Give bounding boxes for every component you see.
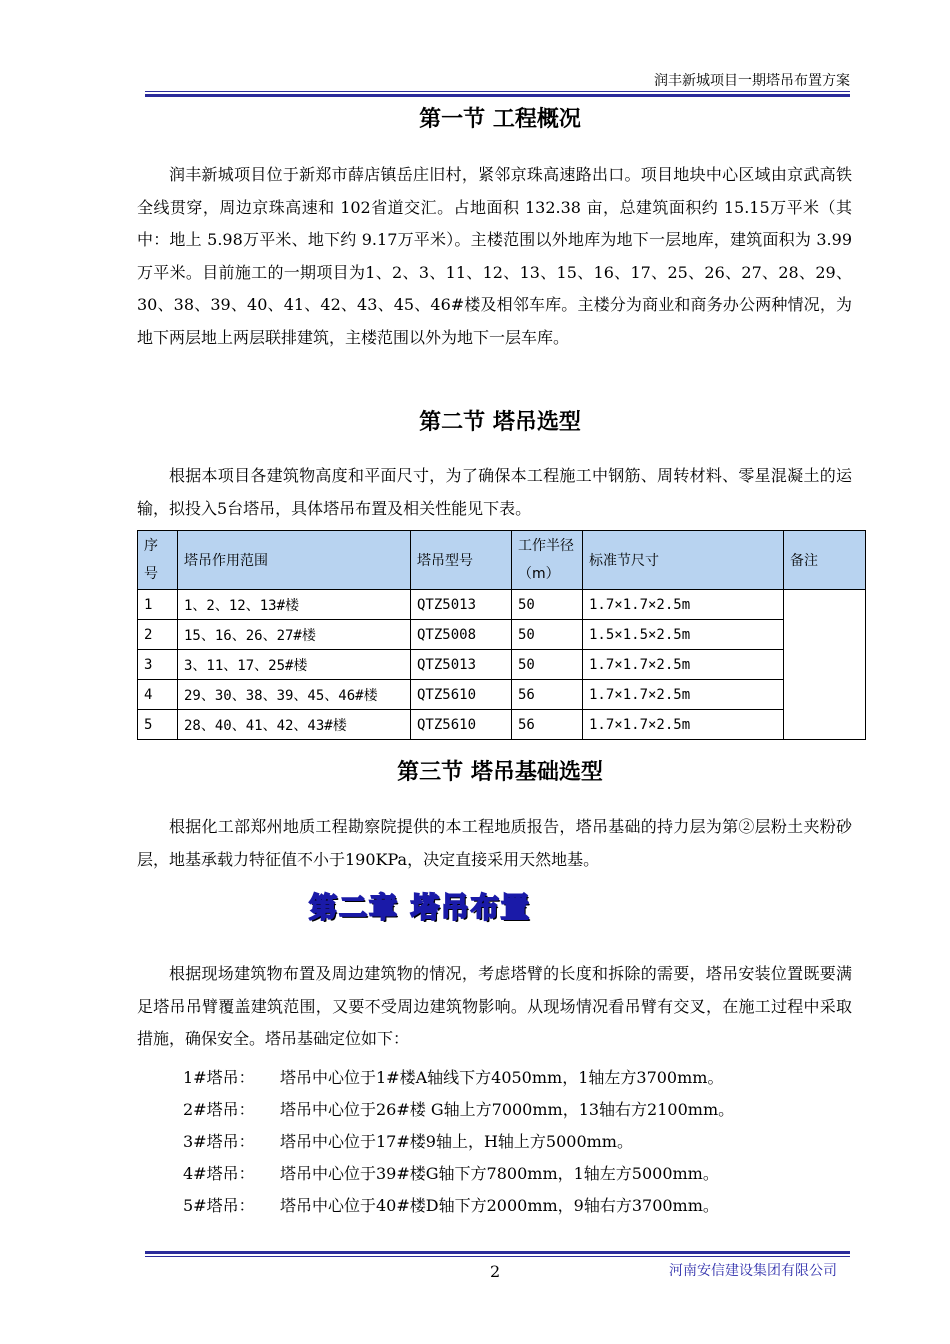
crane-location-label: 3#塔吊： [183,1132,255,1151]
cell-radius: 50 [512,620,583,650]
cell-section-size: 1.7×1.7×2.5m [583,710,784,740]
crane-location-5 [183,1193,719,1216]
section-3-paragraph: 根据化工部郑州地质工程勘察院提供的本工程地质报告，塔吊基础的持力层为第②层粉土夹粉砂层，地基承载力特征值不小于190KPa，决定直接采用天然地基。 [137,817,852,869]
crane-location-label: 4#塔吊： [183,1164,255,1183]
cell-model: QTZ5610 [411,710,512,740]
table-row [138,710,866,740]
cell-model: QTZ5008 [411,620,512,650]
crane-location-1 [183,1065,723,1088]
header-cell-remark: 备注 [784,531,866,590]
table-row [138,650,866,680]
cell-radius: 50 [512,590,583,620]
crane-location-text: 塔吊中心位于39#楼G轴下方7800mm，1轴左方5000mm。 [280,1164,719,1183]
crane-location-text: 塔吊中心位于17#楼9轴上，H轴上方5000mm。 [280,1132,633,1151]
crane-location-4 [183,1161,719,1184]
table-row [138,590,866,620]
table-row [138,680,866,710]
crane-location-3 [183,1129,633,1152]
cell-no: 1 [138,590,178,620]
page-number: 2 [490,1262,501,1281]
section-1-paragraph: 润丰新城项目位于新郑市薛店镇岳庄旧村，紧邻京珠高速路出口。项目地块中心区域由京武高铁全线贯穿，周边京珠高速和 102省道交汇。占地面积 132.38 亩，总建筑面积约 15.15万平米（其中：地上 5.98万平米、地下约 9.17万平米）。主楼范围以外地库为地下一层地库，建筑面积为 3.99万平米。目前施工的一期项目为1、2、3、11、12、13、15、16、17、25、26、27、28、29、30、38、39、40、41、42、43、45、46#楼及相邻车库。主楼分为商业和商务办公两种情况，为地下两层地上两层联排建筑，主楼范围以外为地下一层车库。 [137,165,852,347]
cell-radius: 56 [512,710,583,740]
section-1-title: 第一节 工程概况 [419,107,581,132]
header-cell-range: 塔吊作用范围 [178,531,411,590]
cell-model: QTZ5013 [411,590,512,620]
crane-location-text: 塔吊中心位于26#楼 G轴上方7000mm，13轴右方2100mm。 [280,1100,735,1119]
footer-company: 河南安信建设集团有限公司 [669,1263,837,1279]
crane-location-label: 2#塔吊： [183,1100,255,1119]
cell-range: 15、16、26、27#楼 [178,620,411,650]
header-rule-thick [145,94,850,97]
cell-range: 28、40、41、42、43#楼 [178,710,411,740]
cell-no: 3 [138,650,178,680]
cell-model: QTZ5013 [411,650,512,680]
cell-section-size: 1.7×1.7×2.5m [583,680,784,710]
section-3-title: 第三节 塔吊基础选型 [397,760,603,785]
table-row [138,620,866,650]
crane-location-text: 塔吊中心位于1#楼A轴线下方4050mm，1轴左方3700mm。 [280,1068,724,1087]
chapter-2-paragraph: 根据现场建筑物布置及周边建筑物的情况，考虑塔臂的长度和拆除的需要，塔吊安装位置既要满足塔吊吊臂覆盖建筑范围，又要不受周边建筑物影响。从现场情况看吊臂有交叉，在施工过程中采取措施，确保安全。塔吊基础定位如下： [137,964,852,1048]
crane-location-2 [183,1097,734,1120]
cell-section-size: 1.7×1.7×2.5m [583,590,784,620]
header-rule-thin [145,91,850,92]
footer-rule-thick [145,1251,850,1254]
chapter-2-title: 第二章 塔吊布置 [309,891,531,924]
section-2-paragraph: 根据本项目各建筑物高度和平面尺寸，为了确保本工程施工中钢筋、周转材料、零星混凝土的运输，拟投入5台塔吊，具体塔吊布置及相关性能见下表。 [137,466,852,518]
cell-no: 2 [138,620,178,650]
cell-radius: 56 [512,680,583,710]
cell-model: QTZ5610 [411,680,512,710]
section-2-title: 第二节 塔吊选型 [419,410,581,435]
cell-no: 5 [138,710,178,740]
table-header-row [138,531,866,590]
cell-no: 4 [138,680,178,710]
cell-section-size: 1.7×1.7×2.5m [583,650,784,680]
header-cell-model: 塔吊型号 [411,531,512,590]
running-header: 润丰新城项目一期塔吊布置方案 [654,73,850,89]
cell-range: 1、2、12、13#楼 [178,590,411,620]
cell-remark-merged [784,590,866,740]
crane-location-label: 1#塔吊： [183,1068,255,1087]
header-cell-no: 序号 [138,531,178,590]
cell-radius: 50 [512,650,583,680]
footer-rule-thin [145,1256,850,1257]
cell-range: 3、11、17、25#楼 [178,650,411,680]
cell-range: 29、30、38、39、45、46#楼 [178,680,411,710]
cell-section-size: 1.5×1.5×2.5m [583,620,784,650]
header-cell-radius: 工作半径（m） [512,531,583,590]
section-3-body [137,811,852,876]
section-2-body [137,460,852,525]
section-1-body [137,159,852,354]
crane-location-label: 5#塔吊： [183,1196,255,1215]
crane-location-text: 塔吊中心位于40#楼D轴下方2000mm，9轴右方3700mm。 [280,1196,719,1215]
chapter-2-body [137,958,852,1056]
tower-crane-table [137,530,866,740]
header-cell-section-size: 标准节尺寸 [583,531,784,590]
